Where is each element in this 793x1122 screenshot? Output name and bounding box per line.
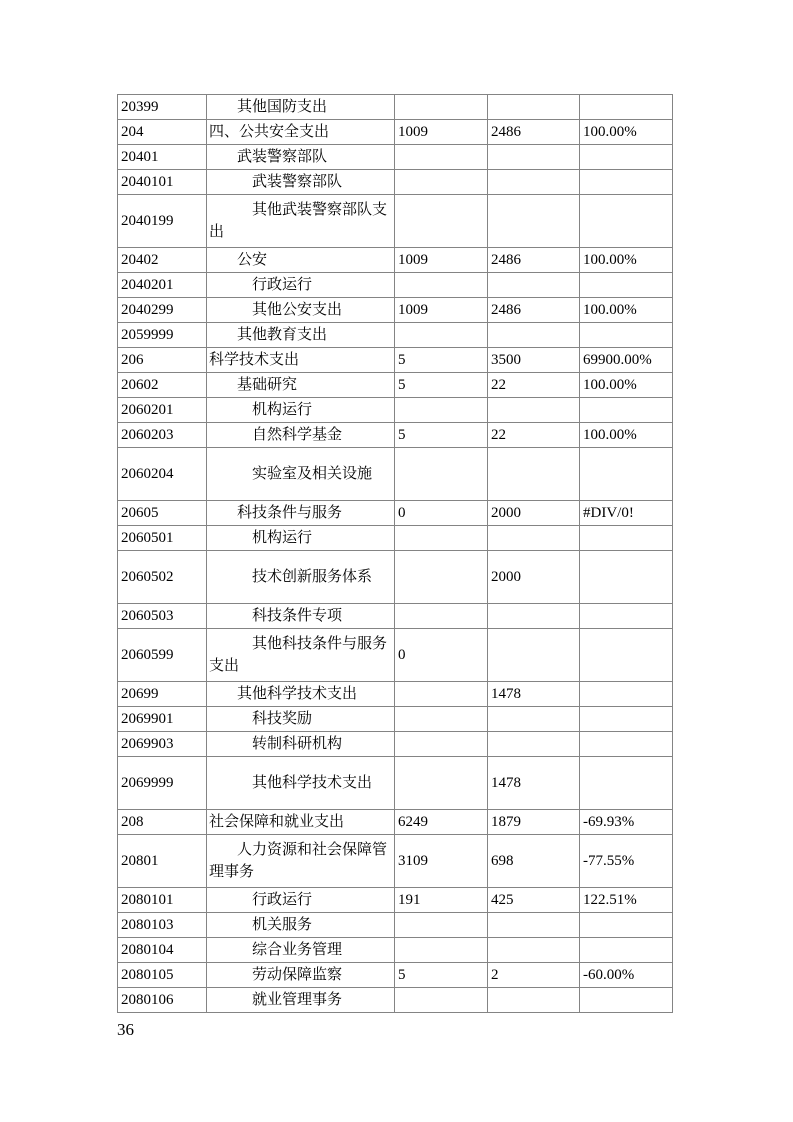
value2-cell xyxy=(488,629,580,682)
value1-cell xyxy=(395,195,488,248)
name-text: 科技条件与服务 xyxy=(237,505,343,521)
percent-cell xyxy=(580,170,673,195)
value1-cell: 5 xyxy=(395,423,488,448)
name-text: 行政运行 xyxy=(252,277,313,293)
value2-cell xyxy=(488,398,580,423)
table-row xyxy=(118,757,673,810)
percent-cell xyxy=(580,398,673,423)
percent-cell xyxy=(580,629,673,682)
budget-table-body xyxy=(118,95,673,1013)
value2-cell xyxy=(488,448,580,501)
value2-cell: 698 xyxy=(488,835,580,888)
name-cell xyxy=(207,732,395,757)
value1-cell xyxy=(395,938,488,963)
table-row xyxy=(118,95,673,120)
table-row xyxy=(118,551,673,604)
value1-cell xyxy=(395,682,488,707)
name-cell xyxy=(207,323,395,348)
value1-cell xyxy=(395,988,488,1013)
table-row xyxy=(118,195,673,248)
name-text: 人力资源和社会保障管理事务 xyxy=(209,842,388,880)
value2-cell: 2486 xyxy=(488,248,580,273)
percent-cell: 100.00% xyxy=(580,120,673,145)
value1-cell xyxy=(395,323,488,348)
percent-cell xyxy=(580,757,673,810)
table-row xyxy=(118,145,673,170)
code-cell: 2060502 xyxy=(118,551,207,604)
table-row xyxy=(118,835,673,888)
name-text: 综合业务管理 xyxy=(252,942,343,958)
value2-cell xyxy=(488,732,580,757)
code-cell: 208 xyxy=(118,810,207,835)
name-cell xyxy=(207,120,395,145)
value2-cell: 1478 xyxy=(488,757,580,810)
percent-cell xyxy=(580,938,673,963)
code-cell: 206 xyxy=(118,348,207,373)
code-cell: 2069901 xyxy=(118,707,207,732)
value1-cell: 6249 xyxy=(395,810,488,835)
name-cell xyxy=(207,988,395,1013)
code-cell: 2040101 xyxy=(118,170,207,195)
name-cell xyxy=(207,145,395,170)
code-cell: 2069999 xyxy=(118,757,207,810)
name-text: 科学技术支出 xyxy=(209,352,300,368)
value2-cell xyxy=(488,323,580,348)
percent-cell: 69900.00% xyxy=(580,348,673,373)
percent-cell xyxy=(580,732,673,757)
code-cell: 20605 xyxy=(118,501,207,526)
code-cell: 20401 xyxy=(118,145,207,170)
table-row xyxy=(118,348,673,373)
value1-cell: 3109 xyxy=(395,835,488,888)
value1-cell xyxy=(395,604,488,629)
name-text: 机关服务 xyxy=(252,917,313,933)
name-text: 劳动保障监察 xyxy=(252,967,343,983)
name-cell xyxy=(207,629,395,682)
name-text: 科技条件专项 xyxy=(252,608,343,624)
percent-cell xyxy=(580,145,673,170)
value1-cell: 1009 xyxy=(395,120,488,145)
code-cell: 2040199 xyxy=(118,195,207,248)
value2-cell xyxy=(488,170,580,195)
percent-cell: -77.55% xyxy=(580,835,673,888)
name-cell xyxy=(207,551,395,604)
value1-cell xyxy=(395,145,488,170)
code-cell: 2080106 xyxy=(118,988,207,1013)
name-cell xyxy=(207,835,395,888)
table-row xyxy=(118,682,673,707)
name-cell xyxy=(207,273,395,298)
name-text: 其他国防支出 xyxy=(237,99,328,115)
name-cell xyxy=(207,938,395,963)
code-cell: 2080105 xyxy=(118,963,207,988)
code-cell: 2060203 xyxy=(118,423,207,448)
percent-cell: 100.00% xyxy=(580,248,673,273)
name-text: 机构运行 xyxy=(252,402,313,418)
code-cell: 20602 xyxy=(118,373,207,398)
name-text: 武装警察部队 xyxy=(237,149,328,165)
value2-cell: 22 xyxy=(488,373,580,398)
code-cell: 20699 xyxy=(118,682,207,707)
value1-cell: 5 xyxy=(395,348,488,373)
code-cell: 20801 xyxy=(118,835,207,888)
name-cell xyxy=(207,757,395,810)
table-row xyxy=(118,707,673,732)
table-row xyxy=(118,526,673,551)
code-cell: 2060599 xyxy=(118,629,207,682)
name-text: 武装警察部队 xyxy=(252,174,343,190)
value1-cell xyxy=(395,398,488,423)
name-cell xyxy=(207,913,395,938)
code-cell: 2060501 xyxy=(118,526,207,551)
value2-cell: 2 xyxy=(488,963,580,988)
table-row xyxy=(118,501,673,526)
percent-cell: -69.93% xyxy=(580,810,673,835)
code-cell: 20402 xyxy=(118,248,207,273)
percent-cell: -60.00% xyxy=(580,963,673,988)
value1-cell: 1009 xyxy=(395,248,488,273)
name-text: 基础研究 xyxy=(237,377,298,393)
name-cell xyxy=(207,95,395,120)
percent-cell xyxy=(580,323,673,348)
value2-cell xyxy=(488,604,580,629)
value2-cell: 1478 xyxy=(488,682,580,707)
name-cell xyxy=(207,888,395,913)
name-text: 就业管理事务 xyxy=(252,992,343,1008)
value2-cell: 2000 xyxy=(488,501,580,526)
value2-cell xyxy=(488,95,580,120)
name-text: 公安 xyxy=(237,252,268,268)
table-row xyxy=(118,732,673,757)
name-cell xyxy=(207,248,395,273)
table-row xyxy=(118,373,673,398)
value2-cell: 2000 xyxy=(488,551,580,604)
table-row xyxy=(118,913,673,938)
table-row xyxy=(118,888,673,913)
value2-cell xyxy=(488,526,580,551)
code-cell: 2080101 xyxy=(118,888,207,913)
name-cell xyxy=(207,963,395,988)
percent-cell xyxy=(580,273,673,298)
name-text: 行政运行 xyxy=(252,892,313,908)
name-cell xyxy=(207,604,395,629)
table-row xyxy=(118,170,673,195)
name-text: 社会保障和就业支出 xyxy=(209,814,345,830)
value2-cell xyxy=(488,195,580,248)
code-cell: 2080103 xyxy=(118,913,207,938)
code-cell: 2040201 xyxy=(118,273,207,298)
percent-cell xyxy=(580,682,673,707)
code-cell: 20399 xyxy=(118,95,207,120)
name-cell xyxy=(207,298,395,323)
table-row xyxy=(118,248,673,273)
value1-cell xyxy=(395,913,488,938)
percent-cell xyxy=(580,707,673,732)
name-text: 其他教育支出 xyxy=(237,327,328,343)
percent-cell xyxy=(580,95,673,120)
table-row xyxy=(118,120,673,145)
name-text: 其他科技条件与服务支出 xyxy=(209,636,388,674)
value1-cell xyxy=(395,273,488,298)
name-cell xyxy=(207,195,395,248)
page-number: 36 xyxy=(117,1020,134,1039)
name-cell xyxy=(207,448,395,501)
value1-cell: 1009 xyxy=(395,298,488,323)
value2-cell: 2486 xyxy=(488,298,580,323)
name-cell xyxy=(207,707,395,732)
value2-cell: 1879 xyxy=(488,810,580,835)
value2-cell xyxy=(488,145,580,170)
name-cell xyxy=(207,682,395,707)
value2-cell xyxy=(488,273,580,298)
value1-cell xyxy=(395,551,488,604)
value2-cell: 3500 xyxy=(488,348,580,373)
table-row xyxy=(118,423,673,448)
value2-cell xyxy=(488,988,580,1013)
code-cell: 2059999 xyxy=(118,323,207,348)
name-cell xyxy=(207,398,395,423)
name-text: 其他科学技术支出 xyxy=(252,775,373,791)
percent-cell: 100.00% xyxy=(580,423,673,448)
value1-cell xyxy=(395,170,488,195)
name-text: 自然科学基金 xyxy=(252,427,343,443)
code-cell: 2060201 xyxy=(118,398,207,423)
name-cell xyxy=(207,810,395,835)
value1-cell: 0 xyxy=(395,501,488,526)
name-text: 其他公安支出 xyxy=(252,302,343,318)
percent-cell: #DIV/0! xyxy=(580,501,673,526)
name-cell xyxy=(207,501,395,526)
code-cell: 2060204 xyxy=(118,448,207,501)
percent-cell xyxy=(580,551,673,604)
name-text: 技术创新服务体系 xyxy=(252,569,373,585)
table-row xyxy=(118,323,673,348)
code-cell: 2060503 xyxy=(118,604,207,629)
name-cell xyxy=(207,170,395,195)
name-text: 机构运行 xyxy=(252,530,313,546)
name-cell xyxy=(207,526,395,551)
percent-cell xyxy=(580,448,673,501)
table-row xyxy=(118,810,673,835)
percent-cell: 100.00% xyxy=(580,373,673,398)
percent-cell: 100.00% xyxy=(580,298,673,323)
value1-cell: 191 xyxy=(395,888,488,913)
table-row xyxy=(118,298,673,323)
name-text: 其他武装警察部队支出 xyxy=(209,202,388,240)
value2-cell xyxy=(488,707,580,732)
table-row xyxy=(118,604,673,629)
percent-cell xyxy=(580,195,673,248)
name-cell xyxy=(207,423,395,448)
budget-table xyxy=(117,94,673,1013)
name-cell xyxy=(207,348,395,373)
table-row xyxy=(118,963,673,988)
value1-cell: 5 xyxy=(395,963,488,988)
name-text: 转制科研机构 xyxy=(252,736,343,752)
value1-cell xyxy=(395,448,488,501)
code-cell: 204 xyxy=(118,120,207,145)
percent-cell xyxy=(580,913,673,938)
name-text: 实验室及相关设施 xyxy=(252,466,373,482)
table-row xyxy=(118,273,673,298)
value1-cell xyxy=(395,707,488,732)
value1-cell xyxy=(395,732,488,757)
value1-cell xyxy=(395,95,488,120)
code-cell: 2040299 xyxy=(118,298,207,323)
table-row xyxy=(118,629,673,682)
name-text: 其他科学技术支出 xyxy=(237,686,358,702)
percent-cell xyxy=(580,526,673,551)
name-text: 科技奖励 xyxy=(252,711,313,727)
value2-cell xyxy=(488,938,580,963)
code-cell: 2080104 xyxy=(118,938,207,963)
table-row xyxy=(118,988,673,1013)
percent-cell xyxy=(580,604,673,629)
table-row xyxy=(118,938,673,963)
table-row xyxy=(118,398,673,423)
value2-cell: 425 xyxy=(488,888,580,913)
name-text: 四、公共安全支出 xyxy=(209,124,330,140)
value1-cell: 5 xyxy=(395,373,488,398)
value2-cell: 22 xyxy=(488,423,580,448)
value1-cell xyxy=(395,526,488,551)
percent-cell xyxy=(580,988,673,1013)
code-cell: 2069903 xyxy=(118,732,207,757)
table-row xyxy=(118,448,673,501)
value2-cell: 2486 xyxy=(488,120,580,145)
value1-cell: 0 xyxy=(395,629,488,682)
percent-cell: 122.51% xyxy=(580,888,673,913)
name-cell xyxy=(207,373,395,398)
value1-cell xyxy=(395,757,488,810)
value2-cell xyxy=(488,913,580,938)
